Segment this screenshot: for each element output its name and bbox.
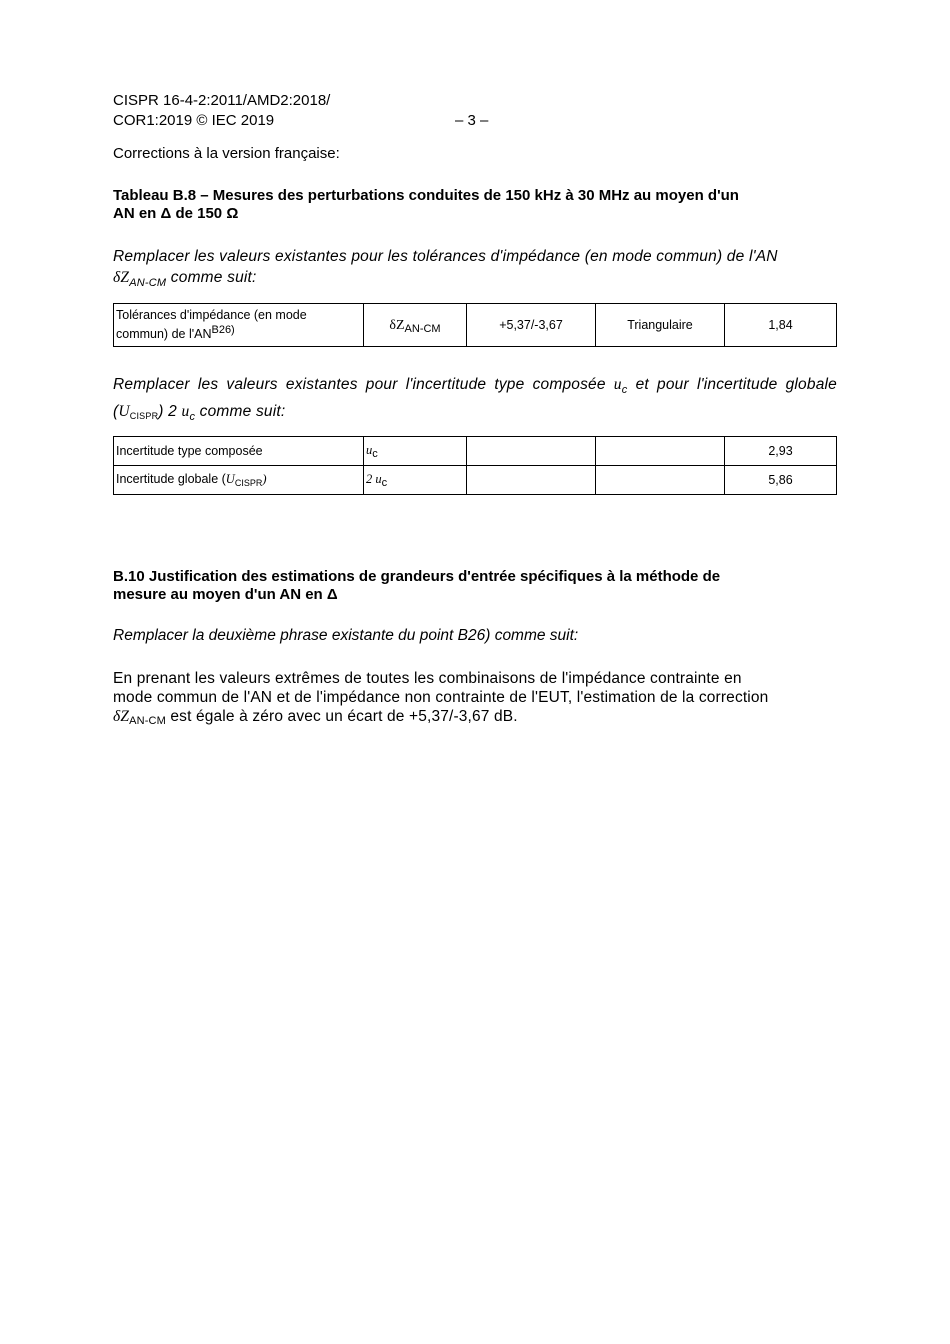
expanded-uncertainty-label xyxy=(114,466,364,495)
instruction-2-part3: ) 2 xyxy=(158,403,182,421)
page-header xyxy=(113,91,837,131)
empty-cell xyxy=(467,437,596,466)
table-row xyxy=(114,304,837,347)
combined-uncertainty-label: Incertitude type composée xyxy=(114,437,364,466)
combined-uncertainty-value: 2,93 xyxy=(725,437,837,466)
instruction-1-text: Remplacer les valeurs existantes pour les tolérances d'impédance (en mode commun) de l'AN xyxy=(113,248,778,265)
factor-two: 2 xyxy=(366,471,376,486)
instruction-2 xyxy=(113,374,837,428)
impedance-tolerance-table xyxy=(113,303,837,347)
distribution-cell: Triangulaire xyxy=(596,304,725,347)
table-title xyxy=(113,187,837,223)
table-title-line1: Tableau B.8 – Mesures des perturbations conduites de 150 kHz à 30 MHz au moyen d'un xyxy=(113,187,739,204)
delta-z-body-subscript: AN-CM xyxy=(129,715,166,727)
ucispr-cell-symbol: U xyxy=(225,472,235,486)
instruction-1-line2 xyxy=(113,267,837,294)
section-heading xyxy=(113,568,837,604)
ucispr-subscript: CISPR xyxy=(129,411,159,422)
tolerance-label-footnote: B26) xyxy=(211,323,235,336)
empty-cell xyxy=(596,437,725,466)
header-standard-id: CISPR 16-4-2:2011/AMD2:2018/ xyxy=(113,92,331,109)
uc-cell-symbol-2: u xyxy=(375,471,382,486)
body-line2: mode commun de l'AN et de l'impédance non contrainte de l'EUT, l'estimation de la correction xyxy=(113,689,769,706)
intro-text: Corrections à la version française: xyxy=(113,145,340,162)
uncertainty-table xyxy=(113,436,837,495)
uc-cell-subscript: c xyxy=(372,447,378,460)
uc-cell-subscript-2: c xyxy=(381,476,388,489)
section-heading-line1: B.10 Justification des estimations de grandeurs d'entrée spécifiques à la méthode de xyxy=(113,568,721,585)
header-copyright: COR1:2019 © IEC 2019 xyxy=(113,112,275,129)
page-number: – 3 – xyxy=(455,112,489,129)
body-line3 xyxy=(113,707,837,731)
delta-z-symbol: δZ xyxy=(113,269,130,286)
combined-uncertainty-symbol-cell xyxy=(364,437,467,466)
divisor-cell: 1,84 xyxy=(725,304,837,347)
tolerance-symbol-subscript: AN-CM xyxy=(404,322,441,335)
ucispr-cell-subscript: CISPR xyxy=(234,478,263,488)
tolerance-label-a: Tolérances d'impédance (en mode xyxy=(116,307,307,322)
expanded-uncertainty-value: 5,86 xyxy=(725,466,837,495)
table-row xyxy=(114,437,837,466)
expanded-label-b: ) xyxy=(262,472,267,486)
instruction-2-part2: et pour l'incertitude globale ( xyxy=(113,376,837,421)
uc-symbol: u xyxy=(613,376,622,393)
delta-z-subscript: AN-CM xyxy=(129,277,167,290)
delta-z-body-symbol: δZ xyxy=(113,708,130,725)
empty-cell xyxy=(596,466,725,495)
empty-cell xyxy=(467,466,596,495)
uc-cell-symbol: u xyxy=(366,442,373,457)
table-title-line2: AN en Δ de 150 Ω xyxy=(113,205,239,222)
instruction-3: Remplacer la deuxième phrase existante du point B26) comme suit: xyxy=(113,627,579,644)
tolerance-value-cell: +5,37/-3,67 xyxy=(467,304,596,347)
ucispr-symbol: U xyxy=(118,403,130,421)
expanded-label-a: Incertitude globale ( xyxy=(116,472,226,486)
tolerance-label-cell xyxy=(114,304,364,347)
table-row xyxy=(114,466,837,495)
uc-subscript-2: c xyxy=(189,411,196,424)
expanded-uncertainty-symbol-cell xyxy=(364,466,467,495)
instruction-1-tail: comme suit: xyxy=(166,269,257,286)
tolerance-label-b: commun) de l'AN xyxy=(116,327,212,342)
body-paragraph xyxy=(113,669,837,731)
instruction-2-part1: Remplacer les valeurs existantes pour l'incertitude type composée xyxy=(113,376,614,393)
uc-symbol-2: u xyxy=(181,403,190,421)
body-line1: En prenant les valeurs extrêmes de toutes les combinaisons de l'impédance contrainte en xyxy=(113,670,742,687)
instruction-2-part4: comme suit: xyxy=(195,403,286,421)
body-line3-tail: est égale à zéro avec un écart de +5,37/-3,67 dB. xyxy=(165,708,518,725)
section-heading-line2: mesure au moyen d'un AN en Δ xyxy=(113,586,338,603)
instruction-1 xyxy=(113,246,837,294)
tolerance-symbol: δZ xyxy=(389,317,405,333)
tolerance-symbol-cell xyxy=(364,304,467,347)
uc-subscript: c xyxy=(621,384,628,397)
